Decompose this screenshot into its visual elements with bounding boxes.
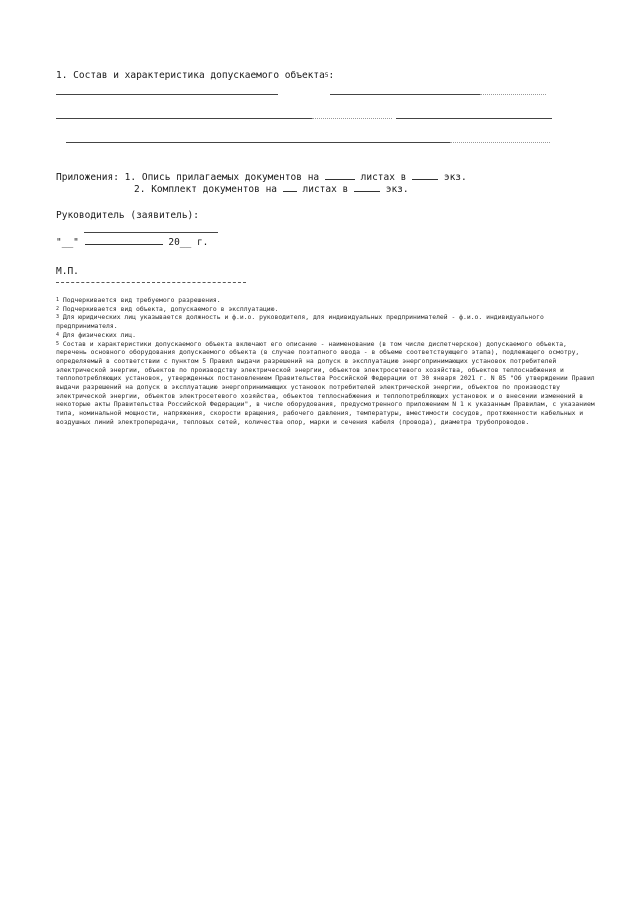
seal-label: М.П. — [56, 266, 79, 277]
section-heading — [56, 70, 334, 82]
footnote-text: Состав и характеристики допускаемого объекта включают его описание - наименование (в том числе диспетчерское) допускаемого объекта, перечень основного оборудования допускаемого объекта (в случае поэтапного ввода - в объеме соответствующего этапа), подлежащего осмотру, определяемый в соответствии с пунктом 5 Правил выдачи разрешений на допуск в эксплуатацию энергопринимающих установок потребителей электрической энергии, объектов по производству электрической энергии, объектов электросетевого хозяйства, объектов теплоснабжения и теплопотребляющих установок, утвержденных постановлением Правительства Российской Федерации от 30 января 2021 г. N 85 "Об утверждении Правил выдачи разрешений на допуск в эксплуатацию энергопринимающих установок потребителей электрической энергии, объектов по производству электрической энергии, объектов электросетевого хозяйства, объектов теплоснабжения и теплопотребляющих установок и о внесении изменений в некоторые акты Правительства Российской Федерации", в числе оборудования, предусмотренного приложением N 1 к указанным Правилам, с указанием типа, номинальной мощности, напряжения, скорости вращения, рабочего давления, температуры, вместимости сосудов, протяженности кабельных и воздушных линий электропередачи, тепловых сетей, количества опор, марки и сечения кабеля (провода), диаметра трубопроводов. — [56, 339, 595, 426]
attachment-text: Опись прилагаемых документов на — [141, 172, 320, 183]
footnote-3 — [56, 313, 596, 330]
footnote-text: Для юридических лиц указывается должность и ф.и.о. руководителя, для индивидуальных предпринимателей - ф.и.о. индивидуального предпринимателя. — [56, 313, 544, 331]
signature-date — [56, 235, 208, 249]
fill-line[interactable] — [56, 94, 278, 95]
footnote-text: Для физических лиц. — [62, 330, 136, 339]
footnote-5 — [56, 340, 596, 427]
copies-count-field[interactable] — [354, 182, 380, 192]
footnote-mark: 5 — [56, 340, 60, 347]
footnotes — [56, 296, 596, 427]
footnote-mark: 3 — [56, 314, 60, 321]
attachments-label: Приложения: — [56, 172, 119, 183]
heading-colon: : — [328, 70, 335, 81]
attachment-number: 2. — [134, 184, 146, 195]
pages-count-field[interactable] — [325, 170, 355, 180]
pages-count-field[interactable] — [283, 182, 297, 192]
fill-line[interactable] — [56, 118, 312, 119]
attachment-number: 1. — [124, 172, 137, 183]
copies-count-field[interactable] — [412, 170, 438, 180]
fill-line[interactable] — [330, 94, 480, 95]
footnote-mark: 4 — [56, 331, 60, 338]
footnote-mark: 1 — [56, 297, 60, 303]
fill-line — [480, 94, 546, 95]
date-month-field[interactable] — [85, 235, 163, 245]
fill-line[interactable] — [66, 142, 450, 143]
signature-line[interactable] — [84, 232, 218, 233]
footnote-mark: 2 — [56, 305, 60, 312]
footnote-ref: 5 — [324, 72, 329, 79]
footnote-text: Подчеркивается вид требуемого разрешения. — [62, 296, 221, 304]
attachment-text: Комплект документов на — [151, 184, 278, 195]
section-heading-text: 1. Состав и характеристика допускаемого объекта — [56, 70, 325, 81]
attachment-text: листах в — [360, 172, 407, 183]
footnote-4 — [56, 331, 596, 340]
date-day: "__" — [56, 237, 79, 248]
fill-line[interactable] — [396, 118, 552, 119]
fill-line — [450, 142, 550, 143]
signature-label: Руководитель (заявитель): — [56, 210, 199, 221]
footnote-text: Подчеркивается вид объекта, допускаемого в эксплуатацию. — [62, 304, 279, 313]
attachment-text: листах в — [302, 184, 349, 195]
attachment-text: экз. — [385, 184, 409, 195]
attachment-text: экз. — [443, 172, 467, 183]
footnote-2 — [56, 305, 596, 314]
footnote-1 — [56, 296, 596, 305]
attachments-row-2 — [134, 182, 409, 196]
footnote-separator — [56, 282, 246, 283]
fill-line — [312, 118, 392, 119]
date-year: 20__ г. — [168, 237, 209, 248]
